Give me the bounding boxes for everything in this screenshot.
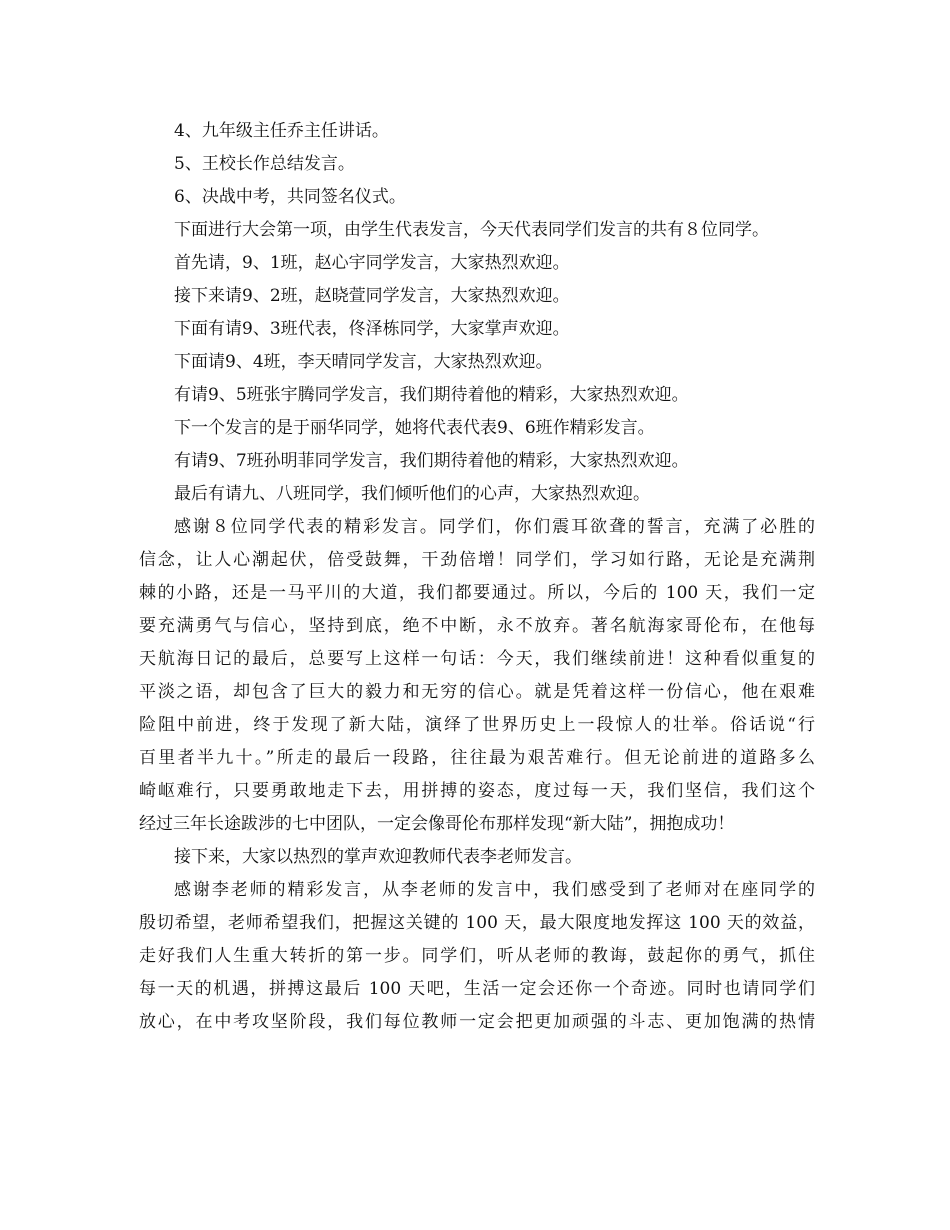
paragraph-line: 百里者半九十。”所走的最后一段路，往往最为艰苦难行。但无论前进的道路多么 xyxy=(139,748,815,768)
paragraph-line: 感谢李老师的精彩发言，从李老师的发言中，我们感受到了老师对在座同学的 xyxy=(174,880,815,900)
paragraph-line: 信念，让人心潮起伏，倍受鼓舞，干劲倍增！同学们，学习如行路，无论是充满荆 xyxy=(139,550,815,570)
announcement-line: 下面进行大会第一项，由学生代表发言，今天代表同学们发言的共有８位同学。 xyxy=(174,220,769,240)
transition-line: 接下来，大家以热烈的掌声欢迎教师代表李老师发言。 xyxy=(174,847,582,867)
document-body xyxy=(139,115,815,1039)
paragraph-line: 放心，在中考攻坚阶段，我们每位教师一定会把更加顽强的斗志、更加饱满的热情 xyxy=(139,1012,815,1032)
announcement-line: 首先请，9、1班，赵心宇同学发言，大家热烈欢迎。 xyxy=(174,253,570,273)
announcement-line: 接下来请9、2班，赵晓萱同学发言，大家热烈欢迎。 xyxy=(174,286,570,306)
agenda-item: 6、决战中考，共同签名仪式。 xyxy=(174,187,406,207)
paragraph-line: 棘的小路，还是一马平川的大道，我们都要通过。所以，今后的 100 天，我们一定 xyxy=(139,583,815,603)
paragraph-line: 平淡之语，却包含了巨大的毅力和无穷的信心。就是凭着这样一份信心，他在艰难 xyxy=(139,682,815,702)
paragraph-line: 每一天的机遇，拼搏这最后 100 天吧，生活一定会还你一个奇迹。同时也请同学们 xyxy=(139,979,815,999)
announcement-line: 有请9、5班张宇腾同学发言，我们期待着他的精彩，大家热烈欢迎。 xyxy=(174,385,689,405)
paragraph-line: 崎岖难行，只要勇敢地走下去，用拼搏的姿态，度过每一天，我们坚信，我们这个 xyxy=(139,781,815,801)
announcement-line: 下面有请9、3班代表，佟泽栋同学，大家掌声欢迎。 xyxy=(174,319,570,339)
announcement-line: 有请9、7班孙明菲同学发言，我们期待着他的精彩，大家热烈欢迎。 xyxy=(174,451,689,471)
agenda-item: 4、九年级主任乔主任讲话。 xyxy=(174,121,389,141)
paragraph-line: 感谢８位同学代表的精彩发言。同学们，你们震耳欲聋的誓言，充满了必胜的 xyxy=(174,517,815,537)
paragraph-line: 殷切希望，老师希望我们，把握这关键的 100 天，最大限度地发挥这 100 天的效益， xyxy=(139,913,815,933)
announcement-line: 最后有请九、八班同学，我们倾听他们的心声，大家热烈欢迎。 xyxy=(174,484,650,504)
paragraph-line: 险阻中前进，终于发现了新大陆，演绎了世界历史上一段惊人的壮举。俗话说“行 xyxy=(139,715,815,735)
paragraph-line: 经过三年长途跋涉的七中团队，一定会像哥伦布那样发现“新大陆”，拥抱成功！ xyxy=(139,814,735,834)
announcement-line: 下面请9、4班，李天晴同学发言，大家热烈欢迎。 xyxy=(174,352,553,372)
paragraph-line: 要充满勇气与信心，坚持到底，绝不中断，永不放弃。著名航海家哥伦布，在他每 xyxy=(139,616,815,636)
paragraph-line: 走好我们人生重大转折的第一步。同学们，听从老师的教诲，鼓起你的勇气，抓住 xyxy=(139,946,815,966)
paragraph-thanks-teacher xyxy=(139,874,815,1039)
agenda-item: 5、王校长作总结发言。 xyxy=(174,154,355,174)
announcement-line: 下一个发言的是于丽华同学，她将代表代表9、6班作精彩发言。 xyxy=(174,418,655,438)
paragraph-line: 天航海日记的最后，总要写上这样一句话：今天，我们继续前进！这种看似重复的 xyxy=(139,649,815,669)
paragraph-thanks-students xyxy=(139,511,815,841)
